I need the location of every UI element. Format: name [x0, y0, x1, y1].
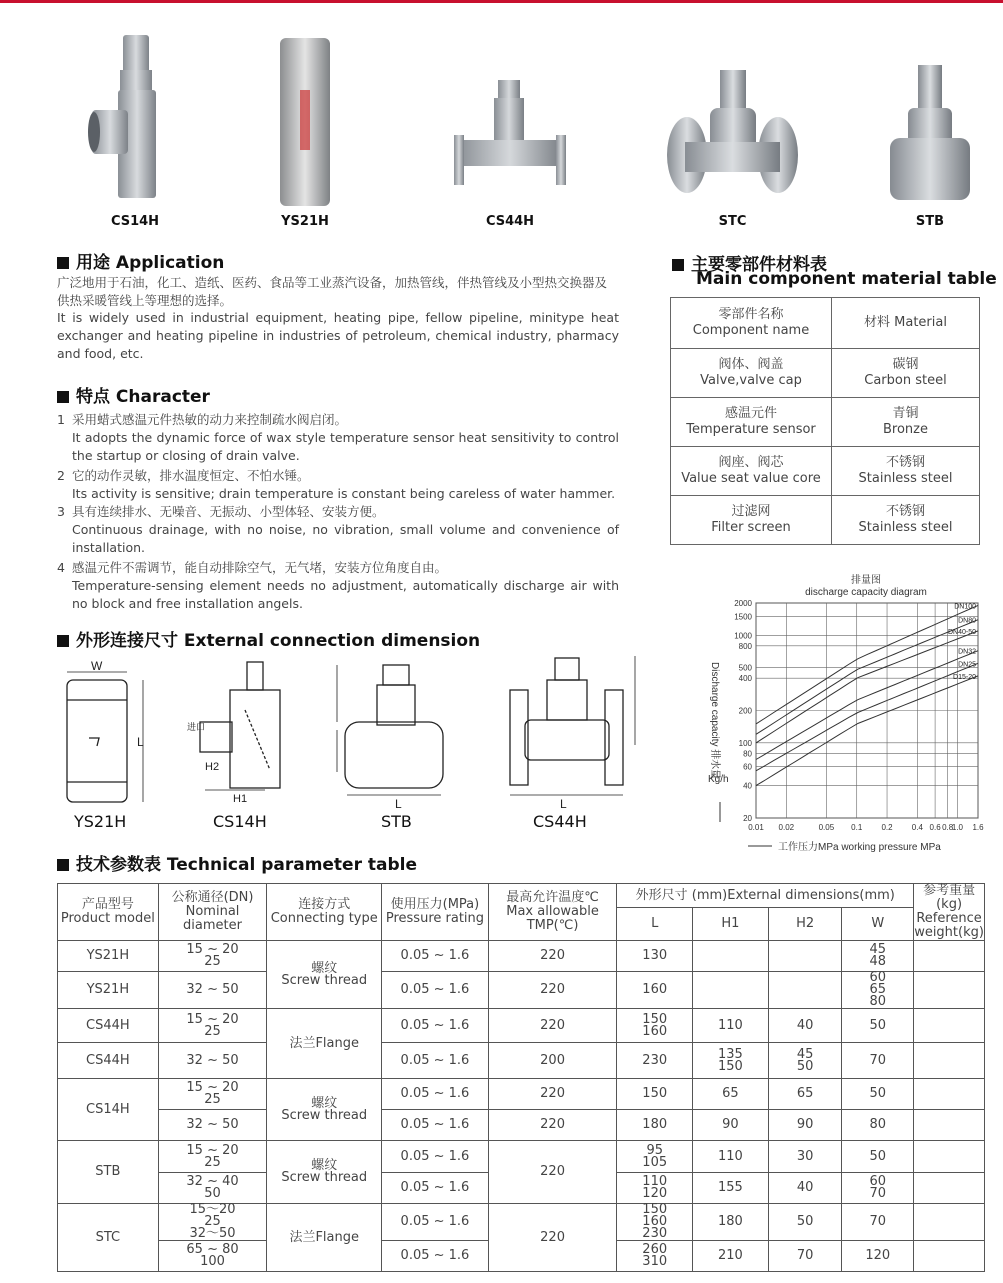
chart-y-unit: Kg/h [708, 774, 729, 785]
top-accent-bar [0, 0, 1003, 3]
drawing-label: YS21H [74, 812, 127, 831]
discharge-capacity-chart [700, 570, 990, 855]
table-row: 零部件名称 Component name 材料 Material [671, 298, 980, 349]
x-tick-label: 1.0 [951, 823, 964, 832]
product-label: CS44H [485, 214, 535, 229]
bullet-square-icon [57, 859, 69, 871]
x-tick-label: 0.1 [851, 823, 863, 832]
table-row: 阀座、阀芯 Value seat value core 不锈钢 Stainless steel [671, 447, 980, 496]
dim-l-label: L [560, 797, 567, 810]
product-label: STC [718, 214, 747, 229]
chart-subtitle: discharge capacity diagram [805, 587, 927, 598]
external-heading [57, 626, 480, 651]
character-item: 1 采用蜡式感温元件热敏的动力来控制疏水阀启闭。 It adopts the dynamic force of wax style temperature sensor heat sensitivity to control the startup or closing of drain valve. [57, 412, 619, 463]
table-row: STB 15 ~ 20 25 螺纹 Screw thread 0.05 ~ 1.6 220 95 105 110 30 50 [58, 1141, 985, 1173]
chart-y-label: Discharge capacity 排水量 [709, 662, 720, 780]
dim-h2-label: H2 [205, 761, 220, 773]
chart-grid [756, 603, 978, 818]
x-tick-label: 0.4 [911, 823, 923, 832]
y-tick-label: 80 [743, 749, 752, 759]
character-list [57, 411, 619, 613]
application-text-cn: 广泛地用于石油，化工、造纸、医药、食品等工业蒸汽设备，加热管线，伴热管线及小型热交换器及供热采暖管线上等理想的选择。 [57, 275, 608, 308]
x-tick-label: 0.02 [778, 823, 795, 832]
bullet-square-icon [672, 259, 684, 271]
table-row: YS21H 32 ~ 50 0.05 ~ 1.6 220 160 60 65 80 [58, 972, 985, 1009]
table-row: STC 15～20 25 32～50 法兰Flange 0.05 ~ 1.6 220 150 160 230 180 50 70 [58, 1204, 985, 1241]
table-row: CS44H 32 ~ 50 0.05 ~ 1.6 200 230 135 150 45 50 70 [58, 1043, 985, 1079]
series-line-dn40-50 [756, 628, 978, 743]
bullet-square-icon [57, 635, 69, 647]
product-stc [665, 30, 800, 235]
application-title-cn: 用途 [76, 253, 110, 273]
technical-title-en: Technical parameter table [166, 855, 418, 875]
series-line-d15-20 [756, 673, 978, 786]
chart-series [756, 603, 978, 785]
series-line-dn32 [756, 648, 978, 760]
product-cs14h [80, 30, 190, 235]
table-row: 32 ~ 50 0.05 ~ 1.6 220 180 90 90 80 [58, 1110, 985, 1141]
series-label: DN32 [958, 648, 976, 656]
y-tick-label: 2000 [734, 599, 752, 608]
x-tick-label: 1.6 [972, 823, 984, 832]
technical-table [57, 883, 985, 1272]
bullet-square-icon [57, 257, 69, 269]
drawing-label: CS14H [213, 812, 267, 831]
table-row: 65 ~ 80 100 0.05 ~ 1.6 260 310 210 70 120 [58, 1241, 985, 1272]
character-heading [57, 382, 210, 407]
material-table [670, 297, 980, 545]
table-row: 32 ~ 40 50 0.05 ~ 1.6 110 120 155 40 60 70 [58, 1173, 985, 1204]
external-title-cn: 外形连接尺寸 [76, 631, 178, 651]
material-title-en: Main component material table [696, 269, 997, 289]
y-tick-label: 1000 [734, 631, 752, 641]
table-row: 阀体、阀盖 Valve,valve cap 碳钢 Carbon steel [671, 349, 980, 398]
application-text-en: It is widely used in industrial equipment, heating pipe, fellow pipeline, minitype heat exchanger and heating pipeline in industries of petroleum, chemical industry, pharmacy and food, etc. [57, 310, 619, 361]
table-header-row: 产品型号 Product model 公称通径(DN) Nominal diameter 连接方式 Connecting type 使用压力(MPa) Pressure rating 最高允许温度℃ Max allowable TMP(℃) 外形尺寸 (mm)External dimensions(mm) 参考重量(kg) Reference weight(kg) [58, 884, 985, 908]
y-tick-label: 800 [738, 641, 752, 651]
x-tick-label: 0.01 [748, 823, 764, 832]
cs14h-image [80, 30, 190, 210]
y-tick-label: 1500 [734, 612, 752, 622]
material-title-cn: 主要零部件材料表 [691, 255, 827, 275]
technical-title-cn: 技术参数表 [76, 855, 161, 875]
table-row: 感温元件 Temperature sensor 青铜 Bronze [671, 398, 980, 447]
product-label: CS14H [110, 214, 160, 229]
stc-image [665, 30, 800, 210]
x-tick-label: 0.8 [942, 823, 954, 832]
series-label: DN25 [958, 661, 976, 669]
chart-x-ticks [748, 823, 984, 832]
character-title-cn: 特点 [76, 387, 110, 407]
y-tick-label: 500 [738, 663, 752, 673]
character-item: 4 感温元件不需调节，能自动排除空气，无气堵，安装方位角度自由。 Temperature-sensing element needs no adjustment, automatically discharge air with no block and free installation angels. [57, 560, 619, 611]
series-label: DN100 [954, 603, 976, 611]
product-label: STB [915, 214, 945, 229]
y-tick-label: 400 [738, 674, 752, 684]
dim-h1-label: H1 [233, 793, 248, 805]
table-row: 过滤网 Filter screen 不锈钢 Stainless steel [671, 496, 980, 545]
chart-x-label: 工作压力MPa working pressure MPa [778, 842, 941, 853]
external-title-en: External connection dimension [183, 631, 481, 651]
application-title-en: Application [115, 253, 225, 273]
series-label: D15-20 [953, 673, 976, 681]
bullet-square-icon [57, 391, 69, 403]
chart-y-ticks [734, 599, 752, 823]
series-label: DN80 [958, 617, 976, 625]
table-row: YS21H 15 ~ 20 25 螺纹 Screw thread 0.05 ~ 1.6 220 130 45 48 [58, 941, 985, 972]
x-tick-label: 0.2 [881, 823, 893, 832]
product-label: YS21H [281, 214, 329, 229]
dim-w-label: W [91, 659, 103, 673]
ys21h-image [270, 30, 340, 210]
table-row: CS44H 15 ~ 20 25 法兰Flange 0.05 ~ 1.6 220 150 160 110 40 50 [58, 1009, 985, 1043]
stb-image [880, 30, 980, 210]
character-item: 2 它的动作灵敏，排水温度恒定、不怕水锤。 Its activity is sensitive; drain temperature is constant being careless of water hammer. [57, 468, 616, 501]
table-header-row: L H1 H2 W [58, 908, 985, 941]
dimension-drawings [55, 650, 650, 810]
product-ys21h [270, 30, 340, 235]
inlet-label: 进口 [187, 722, 206, 732]
y-tick-label: 40 [743, 781, 752, 791]
table-row: CS14H 15 ~ 20 25 螺纹 Screw thread 0.05 ~ 1.6 220 150 65 65 50 [58, 1079, 985, 1110]
x-tick-label: 0.6 [929, 823, 941, 832]
series-label: DN40-50 [947, 628, 976, 636]
drawing-label: CS44H [533, 812, 587, 831]
character-title-en: Character [115, 387, 210, 407]
y-tick-label: 60 [743, 762, 752, 772]
technical-heading [57, 850, 417, 875]
y-tick-label: 100 [738, 738, 752, 748]
product-cs44h [450, 30, 570, 235]
cs44h-image [450, 30, 570, 210]
series-line-dn25 [756, 663, 978, 771]
y-tick-label: 20 [743, 814, 752, 823]
chart-title: 排量图 [851, 575, 881, 586]
application-heading [57, 248, 224, 273]
x-tick-label: 0.05 [818, 823, 835, 832]
dim-l-label: L [137, 735, 144, 749]
drawing-label: STB [381, 812, 412, 831]
dim-l-label: L [395, 797, 402, 810]
character-item: 3 具有连续排水、无噪音、无振动、小型体轻、安装方便。 Continuous drainage, with no noise, no vibration, small volume and convenience of installation. [57, 504, 619, 555]
y-tick-label: 200 [738, 706, 752, 716]
product-stb [880, 30, 980, 235]
